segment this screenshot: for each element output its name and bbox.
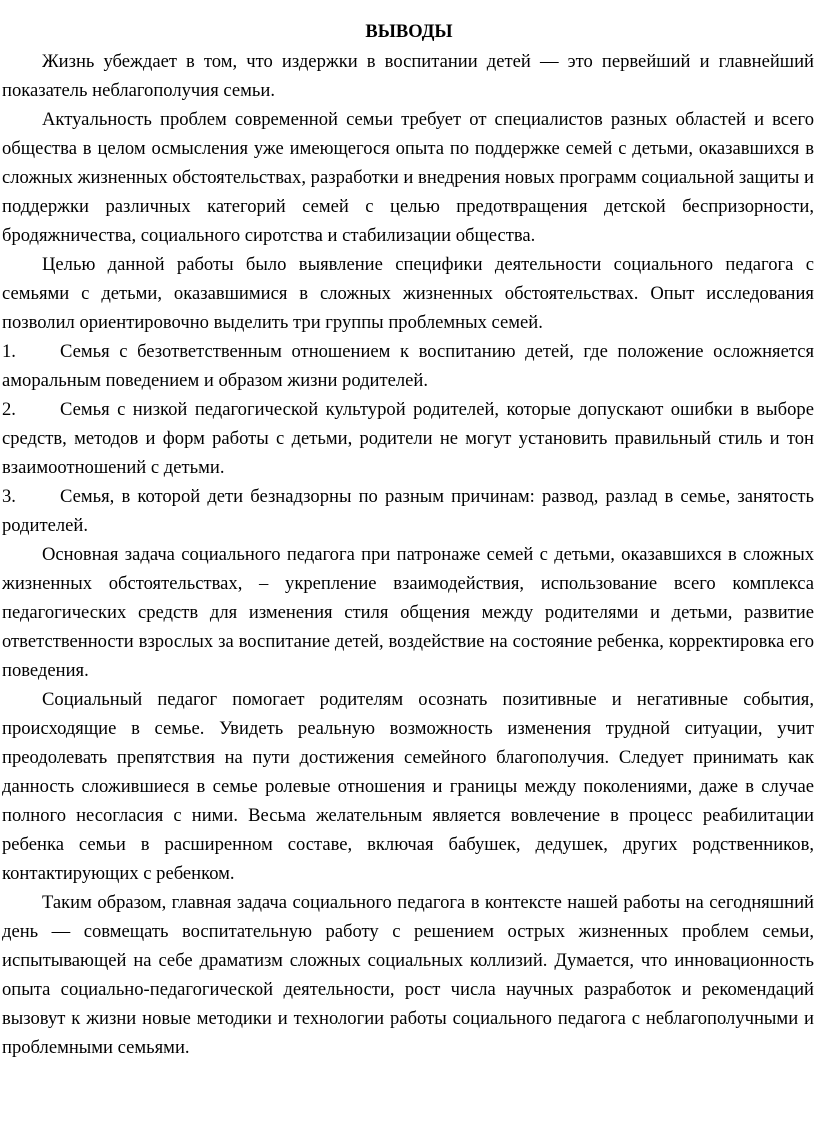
- list-item: [2, 482, 814, 540]
- list-item-number: 3.: [2, 486, 16, 507]
- list-item-number: 2.: [2, 399, 16, 420]
- paragraph-main-task: Основная задача социального педагога при патронаже семей с детьми, оказавшихся в сложных жизненных обстоятельствах, – укрепление взаимодействия, использование всего комплекса педагогических средств для изменения стиля общения между родителями и детьми, развитие ответственности взрослых за воспитание детей, воздействие на состояние ребенка, корректировка его поведения.: [2, 544, 814, 681]
- paragraph-relevance: Актуальность проблем современной семьи требует от специалистов разных областей и всего общества в целом осмысления уже имеющегося опыта по поддержке семей с детьми, оказавшихся в сложных жизненных обстоятельствах, разработки и внедрения новых программ социальной защиты и поддержки различных категорий семей с целью предотвращения детской беспризорности, бродяжничества, социального сиротства и стабилизации общества.: [2, 109, 814, 246]
- list-item-text: Семья, в которой дети безнадзорны по разным причинам: развод, разлад в семье, занятость родителей.: [2, 486, 814, 536]
- list-item: [2, 337, 814, 395]
- list-item-text: Семья с безответственным отношением к воспитанию детей, где положение осложняется аморальным поведением и образом жизни родителей.: [2, 341, 814, 391]
- paragraph-pedagogue-role: Социальный педагог помогает родителям осознать позитивные и негативные события, происходящие в семье. Увидеть реальную возможность изменения трудной ситуации, учит преодолевать препятствия на пути достижения семейного благополучия. Следует принимать как данность сложившиеся в семье ролевые отношения и границы между поколениями, даже в случае полного несогласия с ними. Весьма желательным является вовлечение в процесс реабилитации ребенка семьи в расширенном составе, включая бабушек, дедушек, других родственников, контактирующих с ребенком.: [2, 689, 814, 884]
- paragraph-intro: Жизнь убеждает в том, что издержки в воспитании детей — это первейший и главнейший показатель неблагополучия семьи.: [2, 51, 814, 101]
- list-item-number: 1.: [2, 341, 16, 362]
- paragraph-goal: Целью данной работы было выявление специфики деятельности социального педагога с семьями с детьми, оказавшимися в сложных жизненных обстоятельствах. Опыт исследования позволил ориентировочно выделить три группы проблемных семей.: [2, 254, 814, 333]
- list-item: [2, 395, 814, 482]
- page-title: ВЫВОДЫ: [365, 22, 453, 42]
- paragraph-conclusion: Таким образом, главная задача социального педагога в контексте нашей работы на сегодняшний день — совмещать воспитательную работу с решением острых жизненных проблем семьи, испытывающей на себе драматизм сложных социальных коллизий. Думается, что инновационность опыта социально-педагогической деятельности, рост числа научных разработок и рекомендаций вызовут к жизни новые методики и технологии работы социального педагога с неблагополучными и проблемными семьями.: [2, 892, 814, 1058]
- list-item-text: Семья с низкой педагогической культурой родителей, которые допускают ошибки в выборе средств, методов и форм работы с детьми, родители не могут установить правильный стиль и тон взаимоотношений с детьми.: [2, 399, 814, 478]
